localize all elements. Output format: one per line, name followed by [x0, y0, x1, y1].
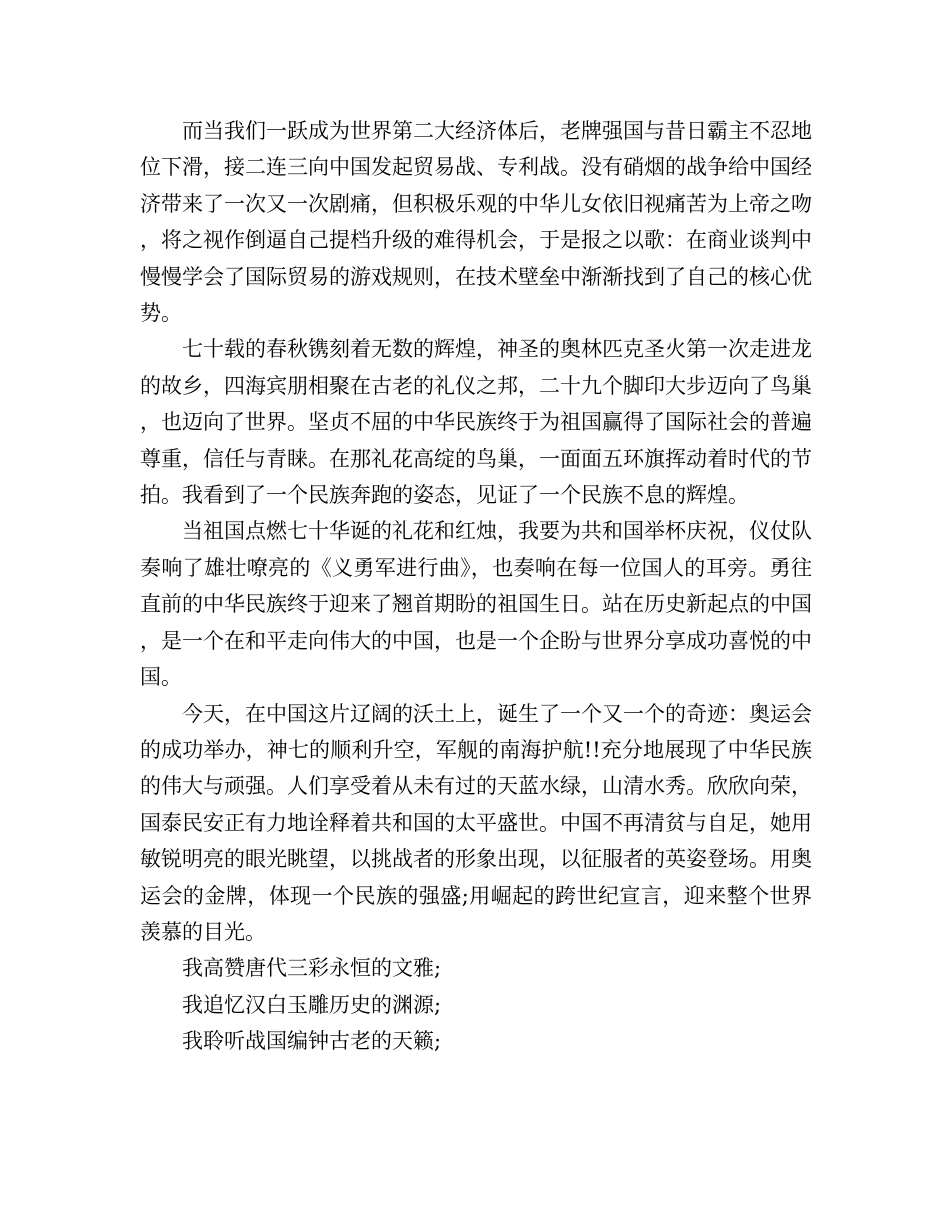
paragraph-miracles: 今天，在中国这片辽阔的沃土上，诞生了一个又一个的奇迹：奥运会的成功举办，神七的顺利升空，军舰的南海护航!!充分地展现了中华民族的伟大与顽强。人们享受着从未有过的天蓝水绿，山清水秀。欣欣向荣，国泰民安正有力地诠释着共和国的太平盛世。中国不再清贫与自足，她用敏锐明亮的眼光眺望，以挑战者的形象出现，以征服者的英姿登场。用奥运会的金牌，体现一个民族的强盛;用崛起的跨世纪宣言，迎来整个世界羡慕的目光。 — [140, 701, 812, 944]
document-page — [140, 113, 812, 1060]
paragraph-bianzhong: 我聆听战国编钟古老的天籁; — [182, 1029, 442, 1054]
paragraph-trade-war: 而当我们一跃成为世界第二大经济体后，老牌强国与昔日霸主不忍地位下滑，接二连三向中国发起贸易战、专利战。没有硝烟的战争给中国经济带来了一次又一次剧痛，但积极乐观的中华儿女依旧视痛苦为上帝之吻，将之视作倒逼自己提档升级的难得机会，于是报之以歌：在商业谈判中慢慢学会了国际贸易的游戏规则，在技术壁垒中渐渐找到了自己的核心优势。 — [140, 119, 812, 326]
paragraph-han-jade: 我追忆汉白玉雕历史的渊源; — [182, 992, 442, 1017]
paragraph-tang-sancai: 我高赞唐代三彩永恒的文雅; — [182, 956, 442, 981]
paragraph-anniversary: 当祖国点燃七十华诞的礼花和红烛，我要为共和国举杯庆祝，仪仗队奏响了雄壮嘹亮的《义勇军进行曲》，也奏响在每一位国人的耳旁。勇往直前的中华民族终于迎来了翘首期盼的祖国生日。站在历史新起点的中国，是一个在和平走向伟大的中国，也是一个企盼与世界分享成功喜悦的中国。 — [140, 519, 812, 690]
paragraph-olympics: 七十载的春秋镌刻着无数的辉煌，神圣的奥林匹克圣火第一次走进龙的故乡，四海宾朋相聚在古老的礼仪之邦，二十九个脚印大步迈向了鸟巢，也迈向了世界。坚贞不屈的中华民族终于为祖国赢得了国际社会的普遍尊重，信任与青睐。在那礼花高绽的鸟巢，一面面五环旗挥动着时代的节拍。我看到了一个民族奔跑的姿态，见证了一个民族不息的辉煌。 — [140, 337, 812, 508]
